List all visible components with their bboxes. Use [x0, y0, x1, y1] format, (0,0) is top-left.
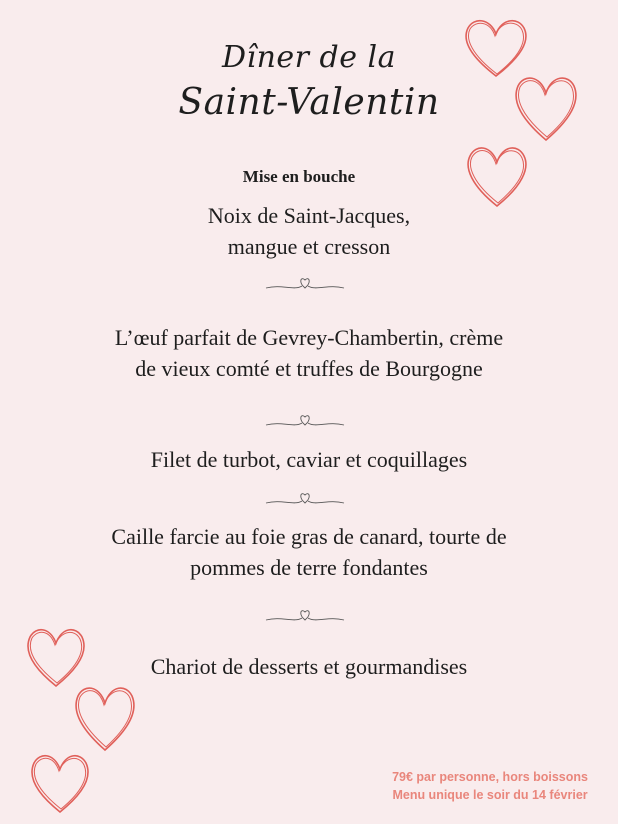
heart-icon — [462, 140, 532, 212]
course-1-line-1: Noix de Saint-Jacques, — [207, 203, 411, 228]
course-3 — [60, 444, 558, 475]
heart-divider-icon — [264, 488, 346, 510]
heart-icon — [510, 70, 582, 146]
course-4-line-2: pommes de terre fondantes — [190, 555, 428, 580]
course-2-line-2: de vieux comté et truffes de Bourgogne — [135, 356, 483, 381]
title-line-2: Saint-Valentin — [178, 82, 440, 123]
heart-divider-icon — [264, 273, 346, 295]
date-text: Menu unique le soir du 14 février — [392, 788, 588, 802]
course-2-line-1: L’œuf parfait de Gevrey-Chambertin, crème — [114, 325, 504, 350]
price-text: 79€ par personne, hors boissons — [392, 770, 588, 784]
course-4-line-1: Caille farcie au foie gras de canard, tourte de — [111, 524, 507, 549]
title-line-1: Dîner de la — [221, 40, 397, 75]
heart-divider-icon — [264, 410, 346, 432]
section-heading: Mise en bouche — [242, 167, 356, 186]
heart-divider-icon — [264, 605, 346, 627]
course-5-line-1: Chariot de desserts et gourmandises — [150, 654, 468, 679]
footer-note — [392, 768, 588, 804]
course-2 — [60, 322, 558, 384]
heart-icon — [70, 680, 140, 756]
course-1-line-2: mangue et cresson — [227, 234, 391, 259]
course-3-line-1: Filet de turbot, caviar et coquillages — [150, 447, 468, 472]
course-4 — [60, 521, 558, 583]
course-5 — [60, 651, 558, 682]
heart-icon — [26, 748, 94, 818]
